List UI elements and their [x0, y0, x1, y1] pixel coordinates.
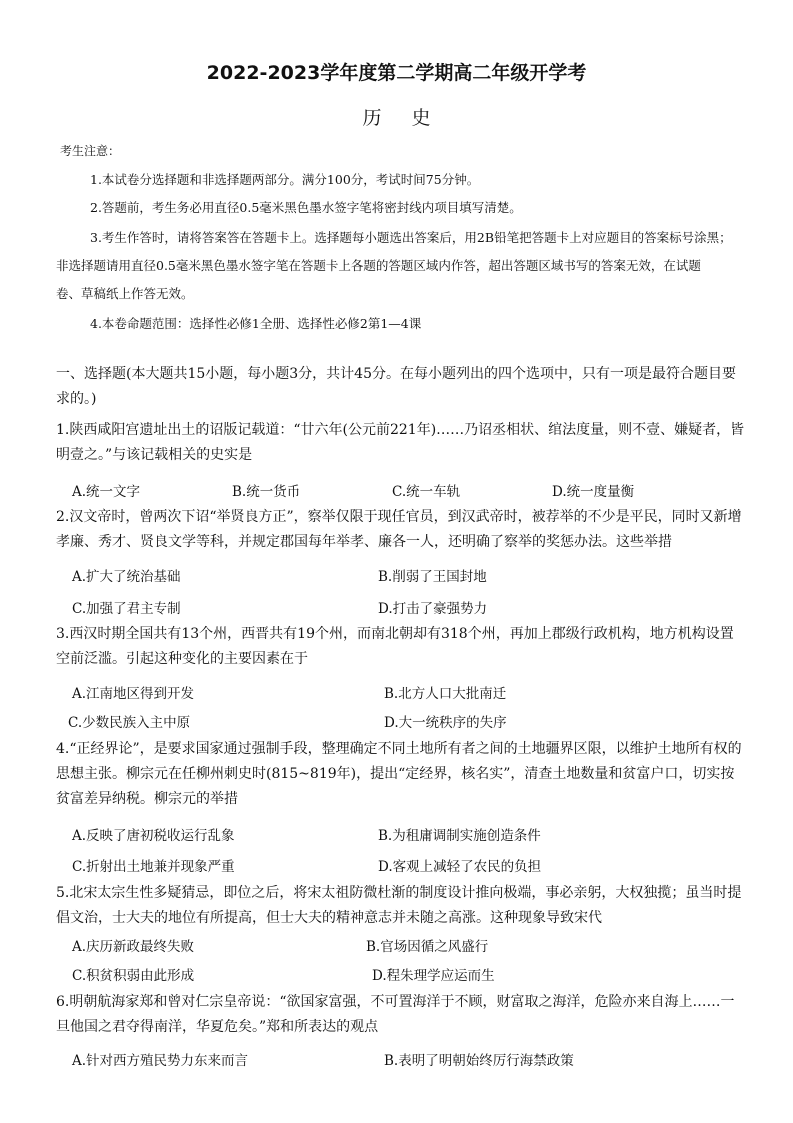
section-heading: 一、选择题(本大题共15小题，每小题3分，共计45分。在每小题列出的四个选项中，只有一项是最符合题目要求的。)	[56, 366, 736, 407]
option-c: C.折射出土地兼并现象严重	[72, 859, 235, 875]
question-stem: 4.“正经界论”，是要求国家通过强制手段，整理确定不同土地所有者之间的土地疆界区限，以维护土地所有权的思想主张。柳宗元在任柳州刺史时(815~819年)，提出“定经界，核名实”，清查土地数量和贫富户口，切实按贫富差异纳税。柳宗元的举措	[56, 741, 742, 807]
option-a: A.江南地区得到开发	[72, 686, 195, 702]
option-d: D.客观上减轻了农民的负担	[378, 859, 542, 875]
option-c: C.统一车轨	[392, 484, 461, 500]
option-c: C.少数民族入主中原	[68, 715, 191, 731]
option-b: B.北方人口大批南迁	[384, 686, 507, 702]
option-a: A.针对西方殖民势力东来而言	[72, 1053, 249, 1069]
option-b: B.统一货币	[232, 484, 301, 500]
option-d: D.统一度量衡	[552, 484, 635, 500]
question-stem: 2.汉文帝时，曾两次下诏“举贤良方正”，察举仅限于现任官员，到汉武帝时，被荐举的不少是平民，同时又新增孝廉、秀才、贤良文学等科，并规定郡国每年举孝、廉各一人，还明确了察举的奖惩办法。这些举措	[56, 509, 742, 550]
subject-title: 历史	[362, 107, 461, 129]
question-stem: 5.北宋太宗生性多疑猜忌，即位之后，将宋太祖防微杜渐的制度设计推向极端，事必亲躬，大权独揽；虽当时提倡文治，士大夫的地位有所提高，但士大夫的精神意志并未随之高涨。这种现象导致宋代	[56, 885, 742, 926]
option-b: B.官场因循之风盛行	[366, 939, 489, 955]
option-a: A.统一文字	[72, 484, 141, 500]
option-a: A.庆历新政最终失败	[72, 939, 195, 955]
notice-item-3a: 3.考生作答时，请将答案答在答题卡上。选择题每小题选出答案后，用2B铅笔把答题卡上对应题目的答案标号涂黑；	[90, 230, 732, 245]
notice-item-1: 1.本试卷分选择题和非选择题两部分。满分100分，考试时间75分钟。	[90, 172, 480, 187]
option-a: A.反映了唐初税收运行乱象	[72, 828, 235, 844]
option-b: B.削弱了王国封地	[378, 569, 487, 585]
question-stem: 6.明朝航海家郑和曾对仁宗皇帝说：“欲国家富强，不可置海洋于不顾，财富取之海洋，危险亦来自海上……一旦他国之君夺得南洋，华夏危矣。”郑和所表达的观点	[56, 994, 735, 1035]
option-a: A.扩大了统治基础	[72, 569, 181, 585]
option-b: B.表明了明朝始终厉行海禁政策	[384, 1053, 574, 1069]
notice-item-4: 4.本卷命题范围：选择性必修1全册、选择性必修2第1—4课	[90, 316, 422, 331]
option-d: D.打击了豪强势力	[378, 601, 488, 617]
option-c: C.积贫积弱由此形成	[72, 968, 195, 984]
option-b: B.为租庸调制实施创造条件	[378, 828, 541, 844]
option-c: C.加强了君主专制	[72, 601, 181, 617]
question-stem: 1.陕西咸阳宫遗址出土的诏版记载道：“廿六年(公元前221年)……乃诏丞相状、绾法度量，则不壹、嫌疑者，皆明壹之。”与该记载相关的史实是	[56, 422, 745, 463]
notice-item-2: 2.答题前，考生务必用直径0.5毫米黑色墨水签字笔将密封线内项目填写清楚。	[90, 200, 522, 215]
question-stem: 3.西汉时期全国共有13个州，西晋共有19个州，而南北朝却有318个州，再加上郡级行政机构，地方机构设置空前泛滥。引起这种变化的主要因素在于	[56, 626, 734, 667]
option-d: D.程朱理学应运而生	[372, 968, 495, 984]
notice-heading: 考生注意：	[60, 144, 121, 158]
notice-item-3c: 卷、草稿纸上作答无效。	[56, 286, 194, 301]
exam-title: 2022-2023学年度第二学期高二年级开学考	[206, 62, 587, 84]
option-d: D.大一统秩序的失序	[384, 715, 507, 731]
notice-item-3b: 非选择题请用直径0.5毫米黑色墨水签字笔在答题卡上各题的答题区域内作答，超出答题区域书写的答案无效，在试题	[56, 258, 701, 273]
